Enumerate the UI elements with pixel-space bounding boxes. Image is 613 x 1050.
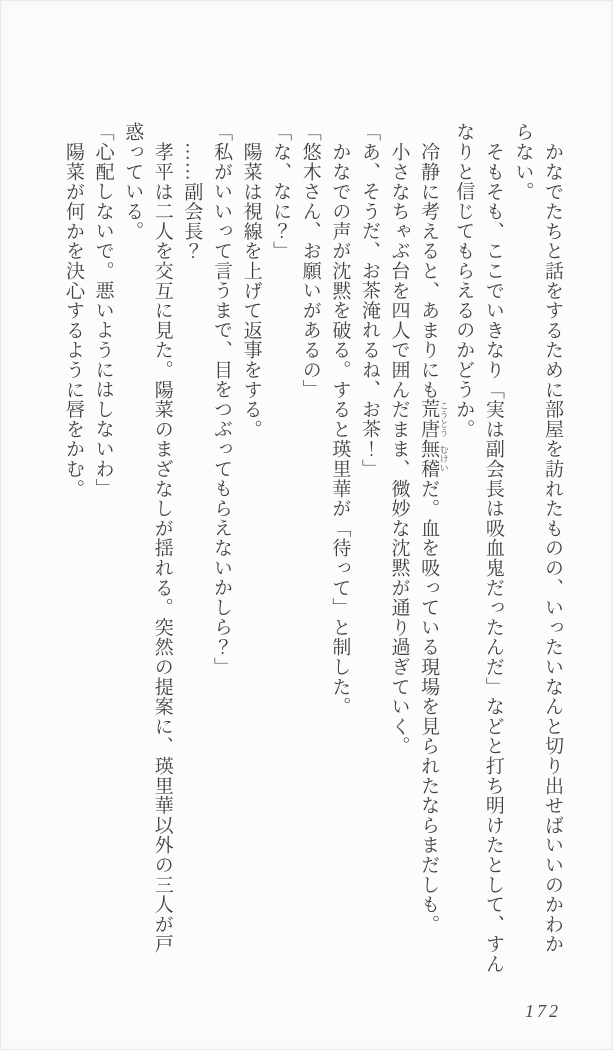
text-column: 「あ、そうだ、お茶淹れるね、お茶！」 [358,122,380,479]
text-column: らない。 [512,122,534,202]
text-column: かなでたちと話をするために部屋を訪れたものの、いったいなんと切り出せばいいのかわか [542,142,563,954]
text-column: 「心配しないで。悪いようにはしないわ」 [92,122,114,499]
text-column: かなでの声が沈黙を破る。すると瑛里華が「待って」と制した。 [329,142,351,717]
text-column: なりと信じてもらえるのかどうか。 [453,122,475,439]
text-column: 「悠木さん、お願いがあるの」 [299,122,321,400]
text-column: 「な、なに？」 [270,122,292,261]
furigana-ruby: 無稽 むけい [418,439,449,479]
text-column: 惑っている。 [122,122,144,241]
text-column: 陽菜が何かを決心するように唇をかむ。 [63,142,84,499]
text-column: ……副会長？ [181,142,203,261]
text-column: 「私がいいって言うまで、目をつぶってもらえないかしら？」 [210,122,232,677]
text-block [58,122,567,974]
text-column: 陽菜は視線を上げて返事をする。 [240,142,262,439]
text-column: そもそも、ここでいきなり「実は副会長は吸血鬼だったんだ」などと打ち明けたとして、すん [482,142,504,974]
text-column: 孝平は二人を交互に見た。陽菜のまざなしが揺れる。突然の提案に、瑛里華以外の三人が戸 [151,142,173,954]
furigana-ruby: 荒唐 こうとう [418,399,449,440]
text-column: 小さなちゃぶ台を四人で囲んだまま、微妙な沈黙が通り過ぎていく。 [388,142,410,756]
page-number: 172 [525,1001,561,1021]
text-column: 冷静に考えると、あまりにも荒唐 こうとう無稽 むけいだ。血を吸っている現場を見られたならまだしも。 [418,142,449,935]
